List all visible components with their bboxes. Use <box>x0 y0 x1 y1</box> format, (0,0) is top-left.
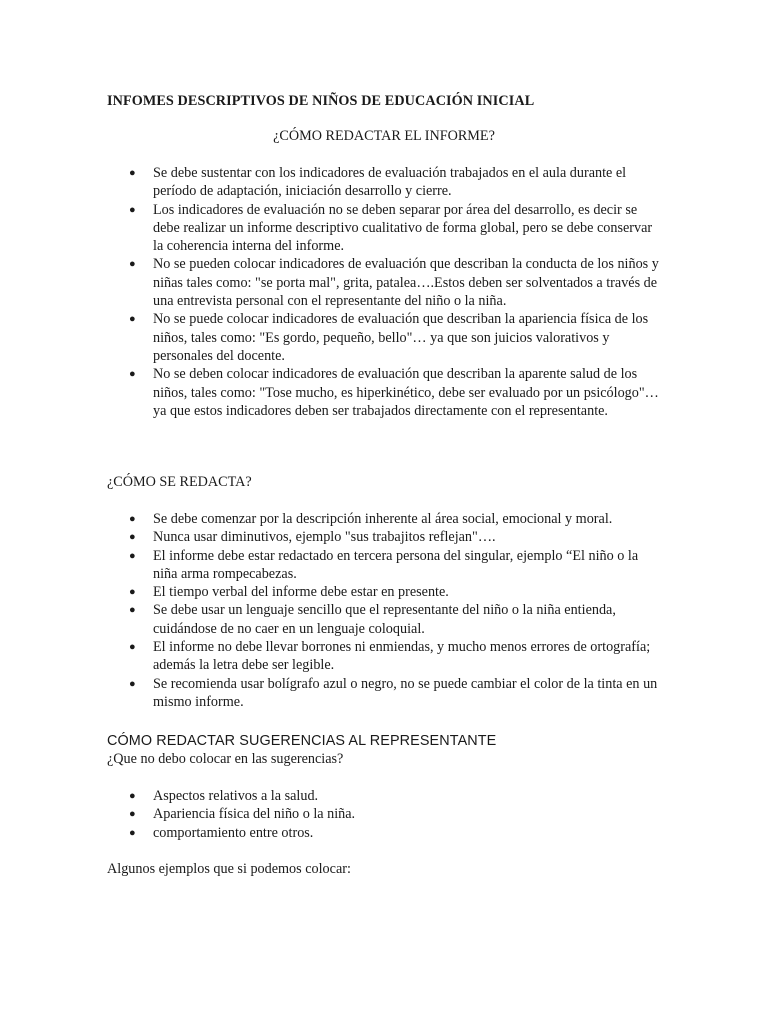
list-item <box>107 824 662 842</box>
list-item-text: El tiempo verbal del informe debe estar en presente. <box>153 584 449 601</box>
list-item-text: No se puede colocar indicadores de evaluación que describan la apariencia física de los niños, tales como: "Es gordo, pequeño, bello"… ya que son juicios valorativos y personales del docente. <box>153 311 649 364</box>
bullet-list-como-redactar <box>107 164 662 420</box>
list-item <box>107 675 662 712</box>
list-item <box>107 583 662 601</box>
bullet-icon: ● <box>129 313 136 326</box>
section-heading-sugerencias: CÓMO REDACTAR SUGERENCIAS AL REPRESENTANTE <box>107 733 497 749</box>
list-item-text: Se debe comenzar por la descripción inherente al área social, emocional y moral. <box>153 511 613 527</box>
list-item-text: El informe debe estar redactado en tercera persona del singular, ejemplo “El niño o la niña arma rompecabezas. <box>153 547 639 582</box>
bullet-icon: ● <box>129 826 136 839</box>
bullet-icon: ● <box>129 604 136 617</box>
list-item <box>107 201 662 256</box>
bullet-list-sugerencias <box>107 787 662 842</box>
list-item <box>107 365 662 420</box>
list-item <box>107 805 662 823</box>
bullet-icon: ● <box>129 549 136 562</box>
list-item-text: No se deben colocar indicadores de evaluación que describan la aparente salud de los niños, tales como: "Tose mucho, es hiperkinético, debe ser evaluado por un psicólogo"… ya que estos indicadores deben ser trabajados directamente con el representante. <box>153 366 659 419</box>
bullet-icon: ● <box>129 790 136 802</box>
list-item-text: Nunca usar diminutivos, ejemplo "sus trabajitos reflejan"…. <box>153 529 496 546</box>
bullet-icon: ● <box>129 641 136 654</box>
list-item-text: Los indicadores de evaluación no se deben separar por área del desarrollo, es decir se debe realizar un informe descriptivo cualitativo de forma global, pero se debe conservar la coherencia interna del informe. <box>153 201 653 255</box>
list-item-text: El informe no debe llevar borrones ni enmiendas, y mucho menos errores de ortografía; además la letra debe ser legible. <box>153 639 651 674</box>
list-item <box>107 787 662 805</box>
list-item <box>107 310 662 365</box>
bullet-icon: ● <box>129 586 136 599</box>
bullet-icon: ● <box>129 513 136 525</box>
document-title: INFOMES DESCRIPTIVOS DE NIÑOS DE EDUCACIÓN INICIAL <box>107 93 535 109</box>
list-item-text: Se debe sustentar con los indicadores de evaluación trabajados en el aula durante el período de adaptación, iniciación desarrollo y cierre. <box>153 165 627 200</box>
list-item <box>107 547 662 584</box>
bullet-icon: ● <box>129 167 136 179</box>
section-heading-como-se-redacta: ¿CÓMO SE REDACTA? <box>107 474 252 490</box>
bullet-icon: ● <box>129 258 136 271</box>
list-item-text: No se pueden colocar indicadores de evaluación que describan la conducta de los niños y niñas tales como: "se porta mal", grita, patalea….Estos deben ser solventados a través de una entrevista personal con el representante del niño o la niña. <box>153 256 659 310</box>
section-heading-como-redactar: ¿CÓMO REDACTAR EL INFORME? <box>273 128 495 144</box>
bullet-icon: ● <box>129 531 136 544</box>
list-item <box>107 255 662 310</box>
list-item <box>107 601 662 638</box>
list-item-text: Aspectos relativos a la salud. <box>153 788 319 804</box>
bullet-icon: ● <box>129 808 136 821</box>
bullet-list-como-se-redacta <box>107 510 662 711</box>
bullet-icon: ● <box>129 677 136 690</box>
bullet-icon: ● <box>129 203 136 216</box>
examples-intro: Algunos ejemplos que si podemos colocar: <box>107 861 351 877</box>
list-item-text: Apariencia física del niño o la niña. <box>153 806 356 823</box>
list-item <box>107 164 662 201</box>
list-item <box>107 638 662 675</box>
sugerencias-question: ¿Que no debo colocar en las sugerencias? <box>107 751 344 767</box>
bullet-icon: ● <box>129 368 136 381</box>
list-item-text: comportamiento entre otros. <box>153 824 314 841</box>
list-item <box>107 528 662 546</box>
list-item-text: Se recomienda usar bolígrafo azul o negro, no se puede cambiar el color de la tinta en un mismo informe. <box>153 675 658 710</box>
list-item <box>107 510 662 528</box>
list-item-text: Se debe usar un lenguaje sencillo que el representante del niño o la niña entienda, cuidándose de no caer en un lenguaje coloquial. <box>153 602 616 637</box>
